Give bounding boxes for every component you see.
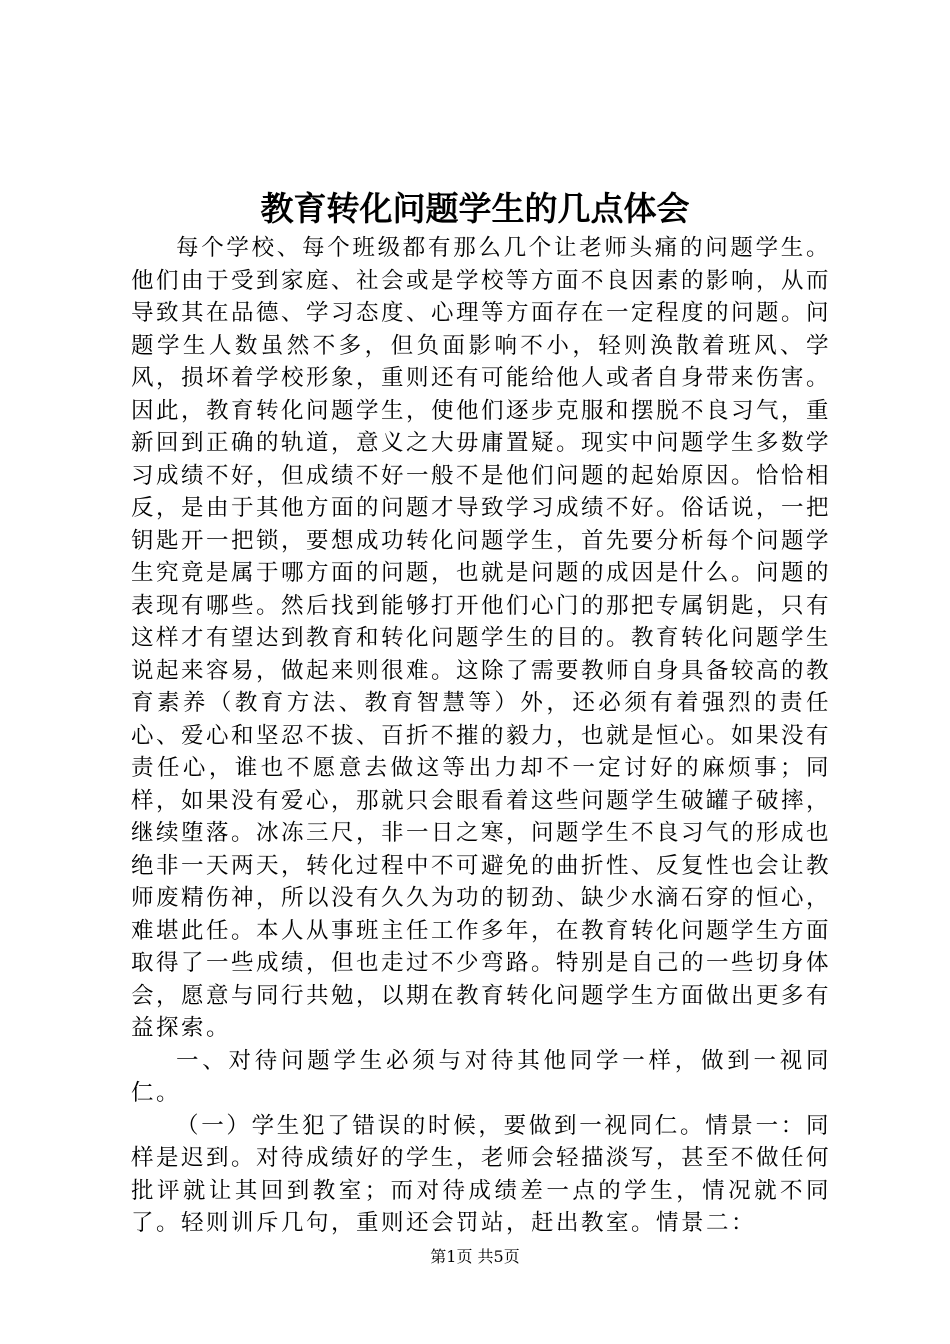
- subsection-paragraph-1: （一）学生犯了错误的时候，要做到一视同仁。情景一：同样是迟到。对待成绩好的学生，老师会轻描淡写，甚至不做任何批评就让其回到教室；而对待成绩差一点的学生，情况就不同了。轻则训斥几句，重则还会罚站，赶出教室。情景二：: [131, 1112, 832, 1236]
- document-body: [131, 232, 831, 1240]
- intro-paragraph: 每个学校、每个班级都有那么几个让老师头痛的问题学生。他们由于受到家庭、社会或是学校等方面不良因素的影响，从而导致其在品德、学习态度、心理等方面存在一定程度的问题。问题学生人数虽然不多，但负面影响不小，轻则涣散着班风、学风，损坏着学校形象，重则还有可能给他人或者自身带来伤害。因此，教育转化问题学生，使他们逐步克服和摆脱不良习气，重新回到正确的轨道，意义之大毋庸置疑。现实中问题学生多数学习成绩不好，但成绩不好一般不是他们问题的起始原因。恰恰相反，是由于其他方面的问题才导致学习成绩不好。俗话说，一把钥匙开一把锁，要想成功转化问题学生，首先要分析每个问题学生究竟是属于哪方面的问题，也就是问题的成因是什么。问题的表现有哪些。然后找到能够打开他们心门的那把专属钥匙，只有这样才有望达到教育和转化问题学生的目的。教育转化问题学生说起来容易，做起来则很难。这除了需要教师自身具备较高的教育素养（教育方法、教育智慧等）外，还必须有着强烈的责任心、爱心和坚忍不拔、百折不摧的毅力，也就是恒心。如果没有责任心，谁也不愿意去做这等出力却不一定讨好的麻烦事；同样，如果没有爱心，那就只会眼看着这些问题学生破罐子破摔，继续堕落。冰冻三尺，非一日之寒，问题学生不良习气的形成也绝非一天两天，转化过程中不可避免的曲折性、反复性也会让教师废精伤神，所以没有久久为功的韧劲、缺少水滴石穿的恒心，难堪此任。本人从事班主任工作多年，在教育转化问题学生方面取得了一些成绩，但也走过不少弯路。特别是自己的一些切身体会，愿意与同行共勉，以期在教育转化问题学生方面做出更多有益探索。: [131, 235, 832, 1041]
- page-footer: 第1页 共5页: [430, 1247, 520, 1266]
- section-heading-1: 一、对待问题学生必须与对待其他同学一样，做到一视同仁。: [131, 1047, 831, 1106]
- document-title: 教育转化问题学生的几点体会: [260, 189, 690, 228]
